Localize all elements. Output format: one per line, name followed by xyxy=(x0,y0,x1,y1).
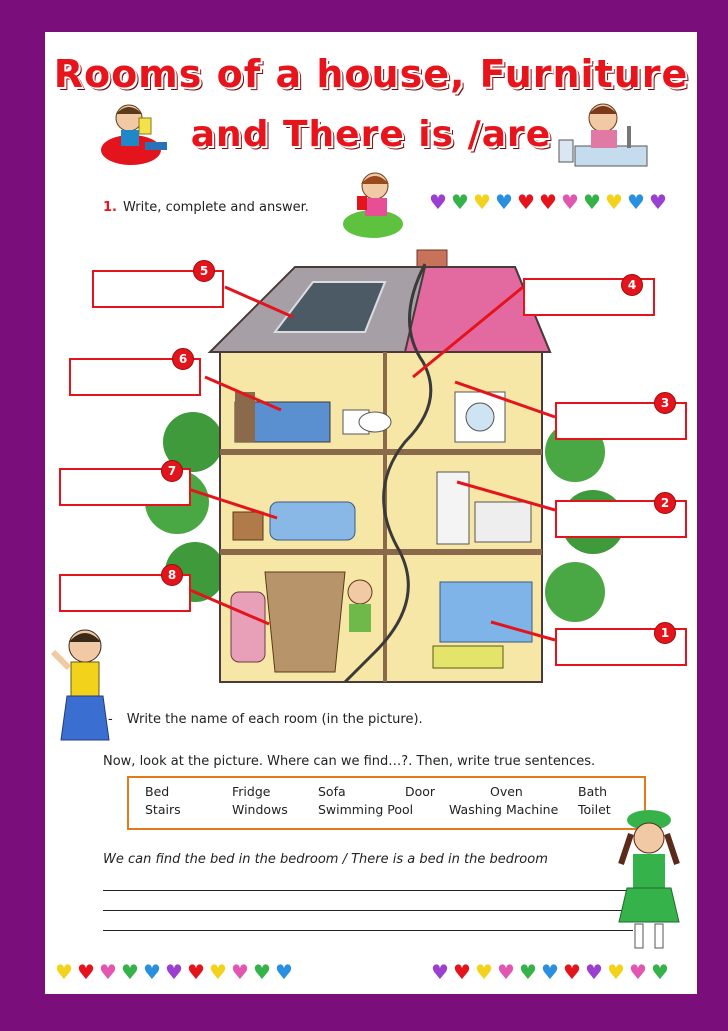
room-number-badge-2: 2 xyxy=(654,492,676,514)
word-sofa: Sofa xyxy=(318,784,346,799)
word-fridge: Fridge xyxy=(232,784,271,799)
task-dash: - xyxy=(108,712,113,727)
word-bed: Bed xyxy=(145,784,170,799)
boy-waving-illustration xyxy=(49,622,119,752)
room-number-badge-7: 7 xyxy=(161,460,183,482)
word-door: Door xyxy=(405,784,436,799)
word-windows: Windows xyxy=(232,802,288,817)
word-bath: Bath xyxy=(578,784,608,799)
room-number-badge-3: 3 xyxy=(654,392,676,414)
word-bank-row-2 xyxy=(129,802,644,822)
room-number-badge-5: 5 xyxy=(193,260,215,282)
room-number-badge-1: 1 xyxy=(654,622,676,644)
answer-line[interactable] xyxy=(103,910,633,911)
word-washing-machine: Washing Machine xyxy=(449,802,559,817)
worksheet-page: Rooms of a house, Furniture and There is /are 1. Write, complete and answer. ♥ ♥ ♥ ♥ ♥ ♥ ♥ ♥ ♥ ♥ ♥ 5 4 6 3 7 2 8 1 - Write the name of each room (in the picture). Now, look at the picture. Where can we find…?. Then, write true sentences. Bed Fridge Sofa Door Oven Bath Stairs Windows Swimming Pool Washing Machine Toilet We can find the bed in the bedroom / There is a bed in the bedroom ♥ ♥ ♥ ♥ ♥ ♥ ♥ ♥ ♥ ♥ ♥ ♥ ♥ ♥ ♥ ♥ ♥ ♥ ♥ ♥ ♥ ♥ xyxy=(45,32,697,994)
word-oven: Oven xyxy=(490,784,523,799)
room-number-badge-6: 6 xyxy=(172,348,194,370)
instruction-number: 1. xyxy=(103,200,117,215)
question-text: Now, look at the picture. Where can we find…?. Then, write true sentences. xyxy=(103,754,596,769)
task-text: Write the name of each room (in the picture). xyxy=(126,712,423,727)
answer-line[interactable] xyxy=(103,890,633,891)
room-number-badge-4: 4 xyxy=(621,274,643,296)
title-line-2: and There is /are xyxy=(190,114,552,155)
title-line-1: Rooms of a house, Furniture xyxy=(53,52,689,96)
room-number-badge-8: 8 xyxy=(161,564,183,586)
girl-green-dress-illustration xyxy=(605,804,695,964)
word-bank-row-1 xyxy=(129,784,644,804)
instruction-text: Write, complete and answer. xyxy=(122,200,309,215)
write-room-names-task xyxy=(108,712,423,727)
word-swimming-pool: Swimming Pool xyxy=(318,802,414,817)
answer-line[interactable] xyxy=(103,930,633,931)
word-bank xyxy=(127,776,646,830)
word-toilet: Toilet xyxy=(578,802,611,817)
word-stairs: Stairs xyxy=(145,802,181,817)
example-sentence: We can find the bed in the bedroom / There is a bed in the bedroom xyxy=(103,852,548,867)
